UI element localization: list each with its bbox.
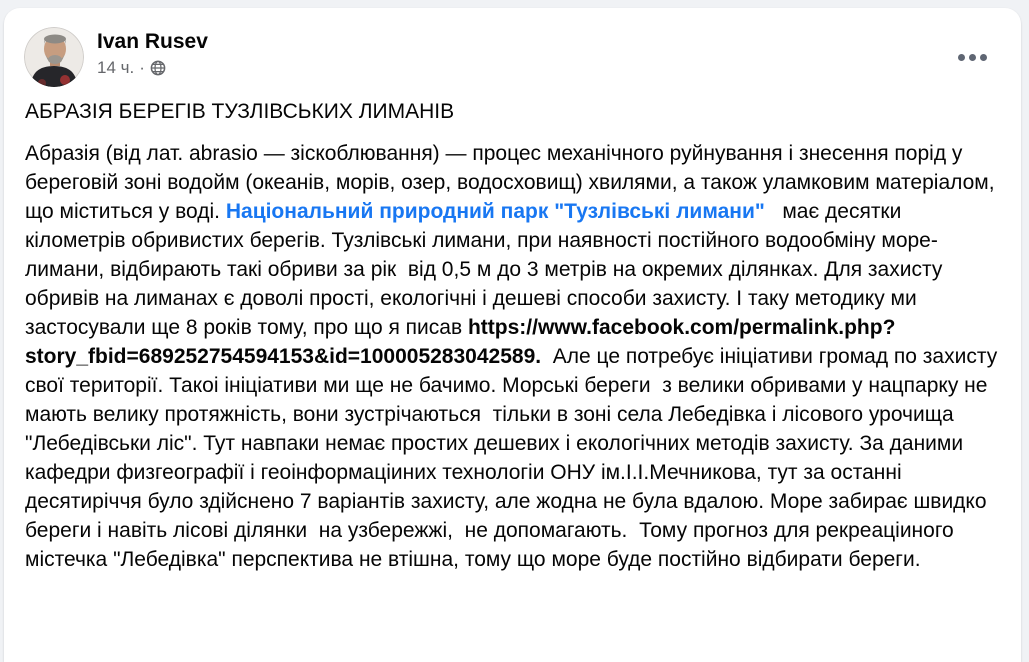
globe-icon <box>150 60 166 76</box>
avatar-photo <box>24 27 84 87</box>
ellipsis-icon <box>958 54 987 61</box>
post-content <box>4 97 1021 574</box>
post-meta <box>97 58 208 78</box>
post-body <box>25 139 1004 574</box>
post-header-info <box>97 27 208 78</box>
park-page-link[interactable]: Національний природний парк "Тузлівські лимани" <box>225 200 765 223</box>
facebook-post-card <box>4 8 1021 662</box>
timestamp[interactable]: 14 ч. <box>97 58 135 77</box>
post-title: АБРАЗІЯ БЕРЕГІВ ТУЗЛІВСЬКИХ ЛИМАНІВ <box>25 100 455 123</box>
body-text-3: Але це потребує ініціативи громад по захисту свої території. Такоі ініціативи ми ще не бачимо. Морські береги з велики обривами у нацпарку не мають велику протяжність, вони зустрічаються тільки в зоні села Лебедівка і лісового урочища "Лебедівськи ліс". Тут навпаки немає простих дешевих і екологічних методів захисту. За даними кафедри физгеографії і геоінформаціиних технологіи ОНУ ім.І.І.Мечникова, тут за останні десятиріччя було здійснено 7 варіантів захисту, але жодна не була вдалою. Море забирає швидко береги і навіть лісові ділянки на узбережжі, не допомагають. Тому прогноз для рекреаціиного містечка "Лебедівка" перспектива не втішна, тому що море буде постійно відбирати береги. <box>25 345 1004 571</box>
meta-separator: · <box>139 58 145 77</box>
permalink-url-line2: story_fbid=689252754594153&id=100005283042589. <box>25 345 542 368</box>
body-text-1: Абразія (від лат. abrasio — зіскоблювання) — процес механічного руйнування і знесення порід у береговій зоні водойм (океанів, морів, озер, водосховищ) хвилями, а також уламковим матеріалом, що міститься у воді. <box>25 142 1001 223</box>
author-name[interactable]: Ivan Rusev <box>97 30 208 53</box>
permalink-url-line1: https://www.facebook.com/permalink.php? <box>467 316 896 339</box>
avatar[interactable] <box>24 27 84 87</box>
post-options-button[interactable] <box>952 48 993 67</box>
post-header <box>4 8 1021 87</box>
body-text-2: має десятки кілометрів обривистих берегів. Тузлівські лимани, при наявності постійного водообміну море-лимани, відбирають такі обриви за рік від 0,5 м до 3 метрів на окремих ділянках. Для захисту обривів на лиманах є доволі прості, екологічні і дешеві способи захисту. І таку методику ми застосували ще 8 років тому, про що я писав <box>25 200 949 339</box>
